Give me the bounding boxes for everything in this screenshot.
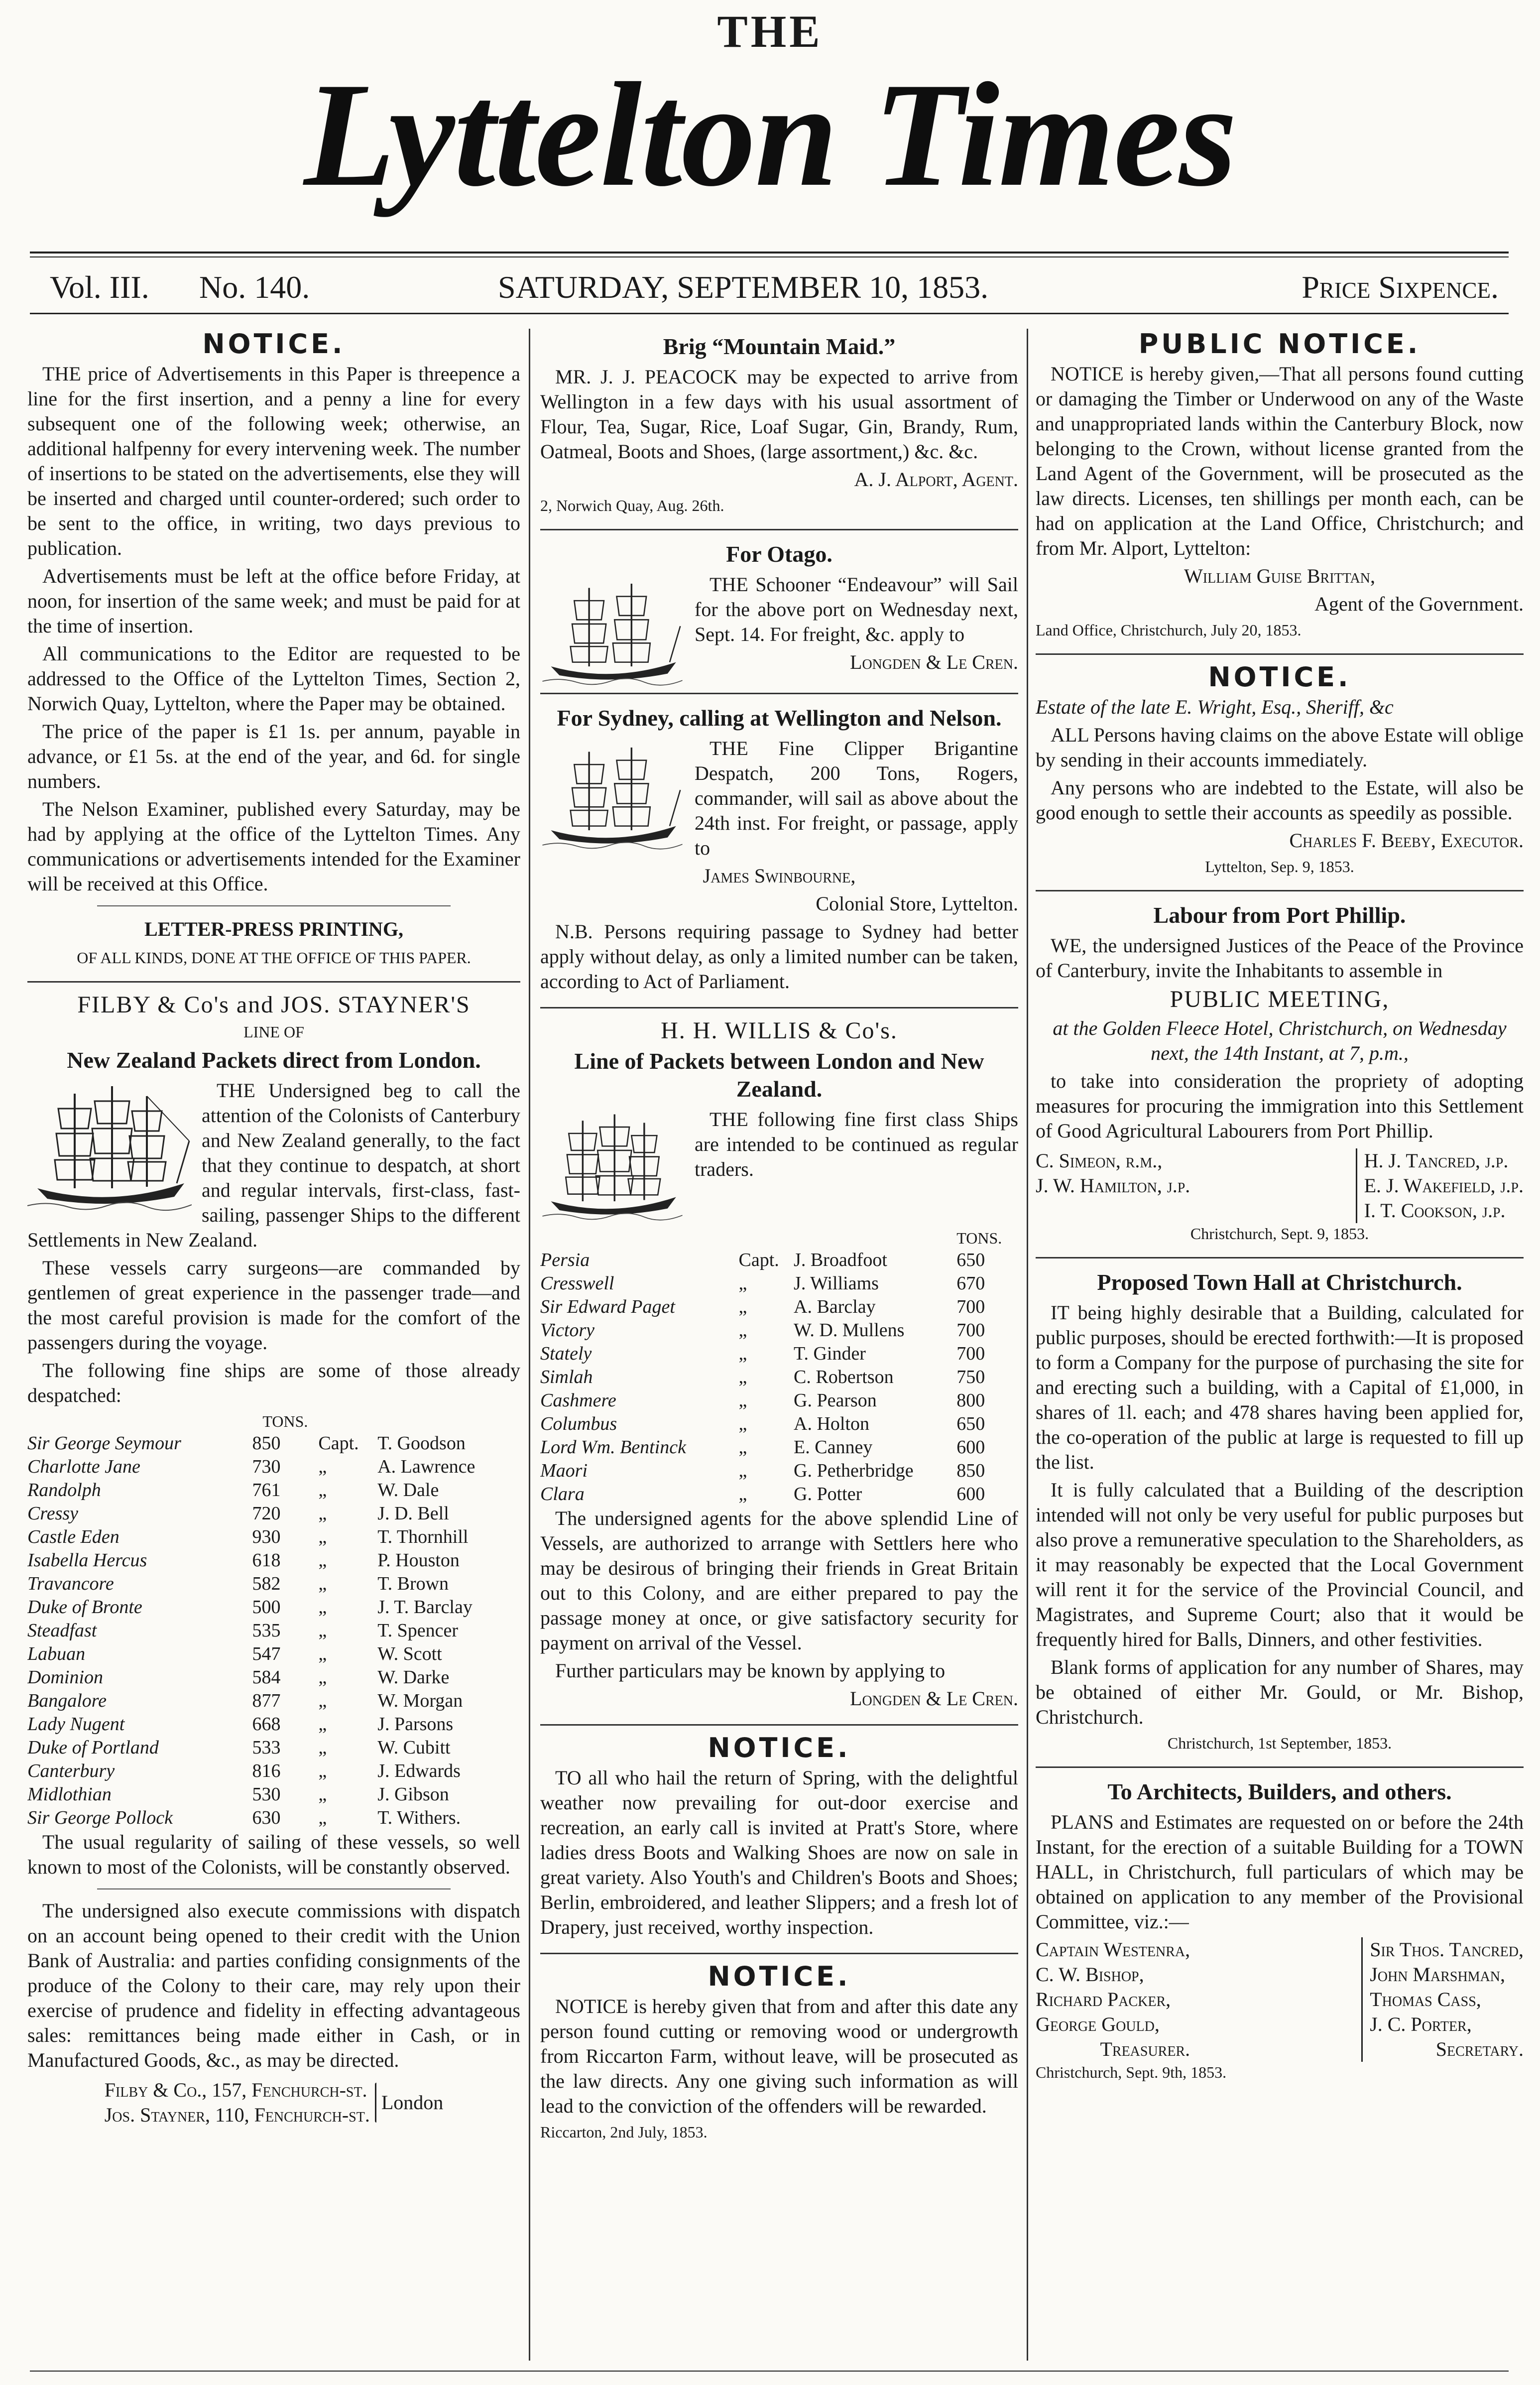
ship-tons: 668 [252, 1714, 281, 1735]
packet-capt: „ [738, 1390, 747, 1411]
ship-tons: 761 [252, 1480, 281, 1501]
notice-heading: NOTICE. [202, 329, 346, 360]
ship-capt: „ [318, 1503, 327, 1524]
packet-master: G. Petherbridge [794, 1460, 914, 1481]
ship-name: Bangalore [27, 1690, 107, 1711]
table-row [540, 1436, 1018, 1459]
packet-name: Stately [540, 1343, 592, 1364]
packet-tons: 600 [956, 1437, 985, 1458]
ship-master: P. Houston [377, 1550, 460, 1571]
packet-master: E. Canney [794, 1437, 873, 1458]
ship-name: Charlotte Jane [27, 1456, 140, 1477]
otago-ad: THE Schooner “Endeavour” will Sail for the above port on Wednesday next, Sept. 14. For freight, &c. apply to [695, 573, 1018, 645]
ship-master: J. D. Bell [377, 1503, 449, 1524]
table-row [540, 1249, 1018, 1272]
public-notice-heading: PUBLIC NOTICE. [1138, 329, 1421, 360]
labour-purpose: to take into consideration the propriety of adopting measures for procuring the immigration into this Settlement of Good Agricultural Labourers from Port Phillip. [1036, 1070, 1524, 1142]
ship-name: Sir George Pollock [27, 1807, 173, 1828]
ship-master: J. T. Barclay [377, 1597, 473, 1618]
table-row [540, 1459, 1018, 1483]
ship-name: Labuan [27, 1643, 86, 1664]
ship-tons: 720 [252, 1503, 281, 1524]
table-row [27, 1549, 520, 1572]
tons-label: TONS. [956, 1229, 1002, 1247]
divider [540, 693, 1018, 694]
filby-sig-1: Filby & Co., 157, Fenchurch-st. [104, 2079, 367, 2101]
ship-master: J. Gibson [377, 1784, 449, 1805]
sailing-ship-illustration [27, 1081, 192, 1216]
newspaper-title: Lyttelton Times [304, 52, 1236, 217]
packet-tons: 670 [956, 1273, 985, 1294]
ship-master: T. Brown [377, 1573, 449, 1594]
committee-member: Sir Thos. Tancred, [1370, 1938, 1524, 1961]
town-hall-proposal: IT being highly desirable that a Building, calculated for public purposes, should be erected forthwith:—It is proposed to form a Company for the purpose of purchasing the site for and erecting such a building, with a Capital of £1,000, in shares of 1l. each; and 478 shares having been applied for, the co-operation of the public at large is requested to fill up the list. [1036, 1301, 1524, 1473]
ship-master: J. Edwards [377, 1760, 461, 1781]
packet-name: Maori [540, 1460, 588, 1481]
ship-tons: 533 [252, 1737, 281, 1758]
issue-number: No. 140. [199, 269, 310, 305]
architects-heading: To Architects, Builders, and others. [1107, 1779, 1452, 1804]
packet-tons: 850 [956, 1460, 985, 1481]
packet-capt: „ [738, 1367, 747, 1387]
packet-master: G. Pearson [794, 1390, 877, 1411]
ship-master: J. Parsons [377, 1714, 454, 1735]
table-row [27, 1432, 520, 1455]
packet-master: W. D. Mullens [794, 1320, 905, 1341]
ship-capt: „ [318, 1480, 327, 1501]
ship-tons: 930 [252, 1526, 281, 1547]
ship-capt: „ [318, 1456, 327, 1477]
sailing-ship-illustration [540, 575, 685, 690]
packet-name: Victory [540, 1320, 595, 1341]
table-row [540, 1483, 1018, 1506]
packet-master: J. Broadfoot [794, 1250, 887, 1270]
spring-ad: TO all who hail the return of Spring, with the delightful weather now prevailing for out-door exercise and recreation, an early call is invited at Pratt's Store, where ladies dress Boots and Walking Shoes are now on sale in great variety. Also Youth's and Children's Boots and Shoes; Berlin, embroidered, and leather Slippers; and a fresh lot of Drapery, just received, worthy inspection. [540, 1766, 1018, 1938]
packet-capt: „ [738, 1437, 747, 1458]
town-hall-heading: Proposed Town Hall at Christchurch. [1097, 1269, 1462, 1295]
ship-name: Randolph [27, 1480, 101, 1501]
divider [540, 1007, 1018, 1008]
labour-sig-left: C. Simeon, r.m., [1036, 1149, 1163, 1172]
ship-name: Isabella Hercus [27, 1550, 147, 1571]
wood-notice: NOTICE is hereby given that from and after this date any person found cutting or removing wood or undergrowth from Riccarton Farm, without leave, will be prosecuted as the law directs. Any one giving such information as will lead to the conviction of the offenders will be rewarded. [540, 1995, 1018, 2117]
ship-capt: „ [318, 1526, 327, 1547]
packet-name: Sir Edward Paget [540, 1296, 675, 1317]
issue-date: SATURDAY, SEPTEMBER 10, 1853. [498, 269, 989, 305]
committee-member: Captain Westenra, [1036, 1938, 1190, 1961]
divider [97, 905, 451, 906]
ship-name: Travancore [27, 1573, 114, 1594]
estate-subheading: Estate of the late E. Wright, Esq., Sheriff, &c [1036, 696, 1394, 718]
packet-name: Simlah [540, 1367, 593, 1387]
ship-capt: „ [318, 1550, 327, 1571]
packet-master: C. Robertson [794, 1367, 894, 1387]
sydney-nb: N.B. Persons requiring passage to Sydney had better apply without delay, as only a limited number can be taken, according to Act of Parliament. [540, 920, 1018, 993]
ship-name: Castle Eden [27, 1526, 119, 1547]
architects-text: PLANS and Estimates are requested on or before the 24th Instant, for the erection of a suitable Building for a TOWN HALL, in Christchurch, full particulars of which may be obtained on application to any member of the Provisional Committee, viz.:— [1036, 1811, 1524, 1933]
packet-master: A. Barclay [794, 1296, 876, 1317]
divider [540, 1953, 1018, 1954]
divider [1036, 1257, 1524, 1258]
packet-capt: „ [738, 1460, 747, 1481]
brig-date: 2, Norwich Quay, Aug. 26th. [540, 497, 724, 514]
printing-subheading: OF ALL KINDS, DONE AT THE OFFICE OF THIS PAPER. [77, 949, 471, 967]
packet-tons: 600 [956, 1484, 985, 1505]
estate-date: Lyttelton, Sep. 9, 1853. [1205, 858, 1354, 876]
willis-particulars: Further particulars may be known by applying to [555, 1659, 946, 1682]
ship-capt: „ [318, 1784, 327, 1805]
wood-date: Riccarton, 2nd July, 1853. [540, 2123, 708, 2141]
ship-name: Cressy [27, 1503, 79, 1524]
filby-sig-2: Jos. Stayner, 110, Fenchurch-st. [104, 2104, 370, 2126]
labour-sig-right: I. T. Cookson, j.p. [1364, 1199, 1506, 1222]
masthead-the: THE [717, 6, 823, 57]
ship-capt: „ [318, 1667, 327, 1688]
ship-tons: 530 [252, 1784, 281, 1805]
committee-member: C. W. Bishop, [1036, 1963, 1144, 1986]
packet-master: A. Holton [794, 1413, 870, 1434]
labour-date: Christchurch, Sept. 9, 1853. [1190, 1225, 1369, 1243]
editor-communications: All communications to the Editor are requested to be addressed to the Office of the Lyttelton Times, Section 2, Norwich Quay, Lyttelton, where the Paper may be obtained. [27, 642, 520, 715]
ship-tons: 584 [252, 1667, 281, 1688]
table-row [540, 1295, 1018, 1319]
filby-commissions: The undersigned also execute commissions with dispatch on an account being opened to their credit with the Union Bank of Australia: and parties confiding consignments of the produce of the Colony to their care, may rely upon their exercise of prudence and fidelity in effecting advantageous sales: remittances being made either in Cash, or in Manufactured Goods, &c., as may be directed. [27, 1899, 520, 2071]
packet-name: Persia [540, 1250, 590, 1270]
packet-master: G. Potter [794, 1484, 862, 1505]
public-notice-date: Land Office, Christchurch, July 20, 1853. [1036, 621, 1302, 639]
packet-name: Cresswell [540, 1273, 614, 1294]
packet-capt: „ [738, 1273, 747, 1294]
ship-name: Duke of Portland [27, 1737, 159, 1758]
ship-name: Sir George Seymour [27, 1433, 181, 1454]
committee-member: John Marshman, [1370, 1963, 1506, 1986]
town-hall-uses: It is fully calculated that a Building of the description intended will not only be very useful for public purposes but also prove a remunerative speculation to the Shareholders, as it may reasonably be expected that the Local Government will rent it for the service of the Provincial Council, and Magistrates, and Supreme Court; also that it would be frequently hired for Balls, Dinners, and other festivities. [1036, 1479, 1524, 1650]
filby-intro: THE Undersigned beg to call the attention of the Colonists of Canterbury and New Zealand generally, to the fact that they continue to despatch, at short and regular intervals, first-class, fast-sailing, passenger Ships to the different Settlements in New Zealand. [27, 1079, 520, 1251]
table-row [27, 1525, 520, 1549]
packet-name: Cashmere [540, 1390, 616, 1411]
ship-capt: „ [318, 1737, 327, 1758]
town-hall-date: Christchurch, 1st September, 1853. [1167, 1734, 1392, 1752]
filby-line-name: New Zealand Packets direct from London. [67, 1047, 481, 1073]
packet-tons: 750 [956, 1367, 985, 1387]
ships-table-header [27, 1411, 520, 1432]
town-hall-forms: Blank forms of application for any number of Shares, may be obtained of either Mr. Gould, or Mr. Bishop, Christchurch. [1036, 1656, 1524, 1728]
otago-signature: Longden & Le Cren. [850, 651, 1018, 673]
willis-heading: H. H. WILLIS & Co's. [661, 1017, 898, 1044]
labour-signatures [1036, 1148, 1524, 1223]
table-row [27, 1783, 520, 1806]
dateline-rule [30, 313, 1509, 314]
packet-name: Lord Wm. Bentinck [540, 1437, 687, 1458]
packets-table-header [540, 1228, 1018, 1249]
table-row [27, 1619, 520, 1642]
estate-debtors: Any persons who are indebted to the Estate, will also be good enough to settle their accounts as speedily as possible. [1036, 776, 1524, 824]
labour-sig-right: E. J. Wakefield, j.p. [1364, 1174, 1524, 1197]
packet-tons: 650 [956, 1250, 985, 1270]
packet-capt: „ [738, 1413, 747, 1434]
ship-capt: „ [318, 1643, 327, 1664]
ship-name: Canterbury [27, 1760, 115, 1781]
ship-name: Dominion [27, 1667, 103, 1688]
architects-date: Christchurch, Sept. 9th, 1853. [1036, 2063, 1227, 2081]
table-row [27, 1502, 520, 1525]
packet-name: Columbus [540, 1413, 617, 1434]
divider [540, 1724, 1018, 1726]
ship-master: W. Morgan [377, 1690, 463, 1711]
filby-line-of: LINE OF [243, 1023, 304, 1041]
table-row [27, 1713, 520, 1736]
labour-invite: WE, the undersigned Justices of the Peace of the Province of Canterbury, invite the Inhabitants to assemble in [1036, 934, 1524, 982]
packet-name: Clara [540, 1484, 585, 1505]
labour-heading: Labour from Port Phillip. [1153, 902, 1406, 928]
masthead-rule-top-thin [30, 256, 1509, 257]
packet-master: T. Ginder [794, 1343, 866, 1364]
divider [1036, 653, 1524, 655]
willis-packets-table [540, 1228, 1018, 1506]
ship-master: A. Lawrence [377, 1456, 475, 1477]
packet-capt: „ [738, 1296, 747, 1317]
volume: Vol. III. [50, 269, 149, 305]
dateline [50, 269, 1499, 314]
ship-capt: „ [318, 1714, 327, 1735]
packet-capt: „ [738, 1343, 747, 1364]
filby-surgeons: These vessels carry surgeons—are commanded by gentlemen of great experience in the passenger trade—and the most careful provision is made for the comfort of the passengers during the voyage. [27, 1256, 520, 1354]
table-row [27, 1806, 520, 1830]
table-row [27, 1642, 520, 1666]
packet-tons: 800 [956, 1390, 985, 1411]
column-divider-1 [529, 329, 530, 2361]
ship-master: T. Goodson [377, 1433, 466, 1454]
estate-heading: NOTICE. [1208, 661, 1351, 693]
committee-role: Secretary. [1435, 2038, 1524, 2060]
table-row [27, 1596, 520, 1619]
ship-master: T. Spencer [377, 1620, 458, 1641]
public-notice-text: NOTICE is hereby given,—That all persons found cutting or damaging the Timber or Underwood on any of the Waste and unappropriated lands within the Canterbury Block, now belonging to the Crown, without license granted from the Land Agent of the Government, will be prosecuted as the law directs. Licenses, ten shillings per month each, can be had on application at the Land Office, Christchurch; and from Mr. Alport, Lyttelton: [1036, 363, 1524, 559]
masthead [0, 0, 1540, 259]
ship-capt: Capt. [318, 1433, 359, 1454]
table-row [540, 1272, 1018, 1295]
estate-signature: Charles F. Beeby, Executor. [1289, 829, 1524, 852]
brig-ad: MR. J. J. PEACOCK may be expected to arrive from Wellington in a few days with his usual assortment of Flour, Tea, Sugar, Rice, Loaf Sugar, Gin, Brandy, Rum, Oatmeal, Boots and Shoes, (large assortment,) &c. &c. [540, 366, 1018, 463]
column-3 [1036, 329, 1524, 2371]
column-1 [27, 329, 520, 2371]
ship-tons: 730 [252, 1456, 281, 1477]
ship-tons: 500 [252, 1597, 281, 1618]
filby-ships-intro: The following fine ships are some of those already despatched: [27, 1359, 520, 1406]
labour-meeting: PUBLIC MEETING, [1170, 986, 1390, 1012]
divider [27, 981, 520, 983]
table-row [27, 1759, 520, 1783]
ship-capt: „ [318, 1760, 327, 1781]
table-row [27, 1666, 520, 1689]
ship-tons: 816 [252, 1760, 281, 1781]
ship-master: W. Darke [377, 1667, 450, 1688]
page-bottom-rule [30, 2371, 1509, 2372]
ship-capt: „ [318, 1690, 327, 1711]
brig-signature: A. J. Alport, Agent. [854, 468, 1018, 491]
spring-heading: NOTICE. [708, 1732, 851, 1763]
table-row [540, 1342, 1018, 1366]
ship-tons: 547 [252, 1643, 281, 1664]
committee-member: Richard Packer, [1036, 1988, 1171, 2010]
divider [540, 529, 1018, 530]
nelson-examiner-note: The Nelson Examiner, published every Saturday, may be had by applying at the office of the Lyttelton Times. Any communications or advertisements intended for the Examiner will be received at this Office. [27, 798, 520, 895]
printing-heading: LETTER-PRESS PRINTING, [144, 918, 404, 940]
table-row [27, 1455, 520, 1479]
ship-name: Duke of Bronte [27, 1597, 142, 1618]
table-row [27, 1736, 520, 1759]
ship-name: Midlothian [27, 1784, 112, 1805]
packet-tons: 700 [956, 1296, 985, 1317]
willis-subheading: Line of Packets between London and New Zealand. [574, 1048, 984, 1102]
estate-claims: ALL Persons having claims on the above Estate will oblige by sending in their accounts immediately. [1036, 724, 1524, 771]
sydney-sig-1: James Swinbourne, [703, 865, 856, 887]
advertising-deadline: Advertisements must be left at the office before Friday, at noon, for insertion of the same week; and must be paid for at the time of insertion. [27, 565, 520, 637]
ship-capt: „ [318, 1807, 327, 1828]
table-row [540, 1412, 1018, 1436]
architects-committee [1036, 1937, 1524, 2062]
committee-role: Treasurer. [1100, 2038, 1190, 2060]
packet-tons: 700 [956, 1343, 985, 1364]
sydney-heading: For Sydney, calling at Wellington and Nelson. [557, 705, 1002, 731]
price: Price Sixpence. [1302, 269, 1499, 305]
committee-member: Thomas Cass, [1370, 1988, 1481, 2010]
brace [375, 2083, 376, 2123]
filby-signature [27, 2078, 520, 2128]
filby-regularity: The usual regularity of sailing of these vessels, so well known to most of the Colonists, will be constantly observed. [27, 1831, 520, 1878]
ship-capt: „ [318, 1573, 327, 1594]
masthead-rule-top [30, 251, 1509, 253]
ship-tons: 877 [252, 1690, 281, 1711]
ship-capt: „ [318, 1620, 327, 1641]
table-row [540, 1389, 1018, 1412]
committee-member: George Gould, [1036, 2013, 1160, 2035]
packet-capt: Capt. [738, 1250, 779, 1270]
packet-tons: 650 [956, 1413, 985, 1434]
labour-sig-right: H. J. Tancred, j.p. [1364, 1149, 1509, 1172]
ship-name: Lady Nugent [27, 1714, 125, 1735]
table-row [27, 1479, 520, 1502]
sailing-ship-illustration [540, 739, 685, 854]
tons-label: TONS. [262, 1412, 308, 1430]
divider [97, 1888, 451, 1889]
brig-heading: Brig “Mountain Maid.” [663, 334, 896, 359]
willis-intro: THE following fine first class Ships are intended to be continued as regular traders. [695, 1108, 1018, 1180]
willis-agents: The undersigned agents for the above splendid Line of Vessels, are authorized to arrange with Settlers here who may be desirous of bringing their friends in Great Britain out to this Colony, and are either prepared to pay the passage money at once, or give satisfactory security for payment on arrival of the Vessel. [540, 1507, 1018, 1654]
wood-heading: NOTICE. [708, 1961, 851, 1992]
otago-heading: For Otago. [726, 541, 832, 567]
ship-tons: 582 [252, 1573, 281, 1594]
table-row [27, 1572, 520, 1596]
ship-master: T. Withers. [377, 1807, 461, 1828]
packet-capt: „ [738, 1320, 747, 1341]
ship-tons: 535 [252, 1620, 281, 1641]
public-notice-sig-2: Agent of the Government. [1314, 593, 1524, 615]
table-row [540, 1366, 1018, 1389]
ship-master: W. Cubitt [377, 1737, 451, 1758]
ship-master: W. Dale [377, 1480, 439, 1501]
table-row [540, 1319, 1018, 1342]
packet-capt: „ [738, 1484, 747, 1505]
labour-sig-left: J. W. Hamilton, j.p. [1036, 1174, 1190, 1197]
filby-heading: FILBY & Co's and JOS. STAYNER'S [77, 992, 471, 1018]
packet-tons: 700 [956, 1320, 985, 1341]
ship-master: T. Thornhill [377, 1526, 469, 1547]
sydney-sig-2: Colonial Store, Lyttelton. [816, 892, 1018, 915]
sailing-ship-illustration [540, 1110, 685, 1225]
committee-member: J. C. Porter, [1370, 2013, 1472, 2035]
sydney-ad: THE Fine Clipper Brigantine Despatch, 200 Tons, Rogers, commander, will sail as above about the 24th inst. For freight, or passage, apply to [695, 737, 1018, 859]
ship-tons: 630 [252, 1807, 281, 1828]
filby-ships-table [27, 1411, 520, 1830]
ship-name: Steadfast [27, 1620, 97, 1641]
subscription-price: The price of the paper is £1 1s. per annum, payable in advance, or £1 5s. at the end of the year, and 6d. for single numbers. [27, 720, 520, 792]
willis-signature: Longden & Le Cren. [850, 1687, 1018, 1710]
table-row [27, 1689, 520, 1713]
divider [1036, 890, 1524, 891]
ship-tons: 618 [252, 1550, 281, 1571]
column-2 [540, 329, 1018, 2371]
ship-capt: „ [318, 1597, 327, 1618]
packet-master: J. Williams [794, 1273, 879, 1294]
divider [1036, 1766, 1524, 1768]
public-notice-sig-1: William Guise Brittan, [1184, 565, 1375, 587]
labour-place: at the Golden Fleece Hotel, Christchurch, on Wednesday next, the 14th Instant, at 7, p.m., [1053, 1017, 1507, 1064]
ship-tons: 850 [252, 1433, 281, 1454]
ship-master: W. Scott [377, 1643, 442, 1664]
advertising-rates: THE price of Advertisements in this Paper is threepence a line for the first insertion, and a penny a line for every subsequent one of the following week; otherwise, an additional halfpenny for every intervening week. The number of insertions to be stated on the advertisements, else they will be inserted and charged until counter-ordered; such order to be sent to the office, in writing, two days previous to publication. [27, 363, 520, 559]
column-divider-2 [1027, 329, 1028, 2361]
filby-sig-london: London [381, 2091, 444, 2114]
